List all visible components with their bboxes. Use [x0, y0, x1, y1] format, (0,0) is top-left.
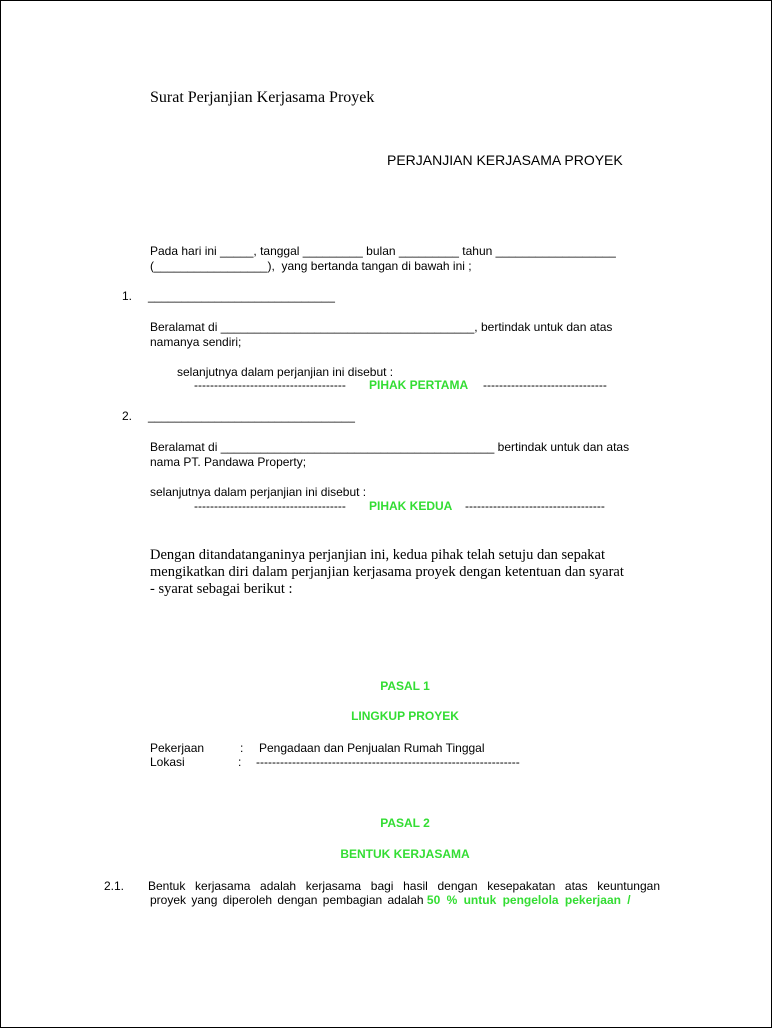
pasal-1-row-2-colon: :	[238, 755, 242, 769]
party-1-name-blank: ____________________________	[148, 289, 335, 303]
agreement-line-1: Dengan ditandatanganinya perjanjian ini, kedua pihak telah setuju dan sepakat	[150, 547, 605, 563]
party-2-referred: selanjutnya dalam perjanjian ini disebut :	[150, 485, 367, 499]
clause-2-1-line-2-highlight: 50 % untuk pengelola pekerjaan /	[426, 893, 631, 907]
pasal-1-row-1-label: Pekerjaan	[150, 741, 205, 755]
party-1-dashes-left: --------------------------------------	[194, 378, 346, 392]
party-1-referred: selanjutnya dalam perjanjian ini disebut :	[177, 365, 394, 379]
party-2-name-blank: _______________________________	[148, 409, 355, 423]
party-1-address-line-1: Beralamat di ______________________________________, bertindak untuk dan atas	[150, 320, 613, 334]
pasal-2-subtitle: BENTUK KERJASAMA	[340, 847, 470, 861]
pasal-1-row-1-colon: :	[240, 741, 244, 755]
clause-2-1-line-2-plain: proyek yang diperoleh dengan pembagian adalah	[150, 893, 424, 907]
pasal-1-row-1-value: Pengadaan dan Penjualan Rumah Tinggal	[259, 741, 485, 755]
party-2-number: 2.	[122, 409, 133, 423]
pasal-1-row-2-value: ------------------------------------------------------------------	[256, 755, 520, 769]
clause-2-1-number: 2.1.	[104, 879, 125, 893]
pasal-1-subtitle: LINGKUP PROYEK	[351, 709, 459, 723]
clause-2-1-line-1: Bentuk kerjasama adalah kerjasama bagi hasil dengan kesepakatan atas keuntungan	[148, 879, 660, 893]
agreement-heading: PERJANJIAN KERJASAMA PROYEK	[387, 152, 623, 168]
clause-2-1-line-2	[150, 893, 660, 908]
pasal-1-row-2-label: Lokasi	[150, 755, 185, 769]
pasal-1-title: PASAL 1	[380, 679, 430, 693]
party-1-dashes-right: -------------------------------	[483, 378, 607, 392]
party-1-address-line-2: namanya sendiri;	[150, 335, 242, 349]
pasal-2-title: PASAL 2	[380, 816, 430, 830]
party-1-label: PIHAK PERTAMA	[369, 378, 469, 392]
intro-line-2: (_________________), yang bertanda tangan di bawah ini ;	[150, 259, 472, 273]
party-2-dashes-left: --------------------------------------	[194, 499, 346, 513]
agreement-line-3: - syarat sebagai berikut :	[150, 581, 293, 597]
intro-line-1: Pada hari ini _____, tanggal _________ bulan _________ tahun __________________	[150, 244, 616, 258]
document-title: Surat Perjanjian Kerjasama Proyek	[150, 89, 375, 106]
party-2-address-line-2: nama PT. Pandawa Property;	[150, 455, 307, 469]
party-1-number: 1.	[122, 289, 133, 303]
party-2-label: PIHAK KEDUA	[369, 499, 453, 513]
agreement-line-2: mengikatkan diri dalam perjanjian kerjasama proyek dengan ketentuan dan syarat	[150, 564, 624, 580]
party-2-dashes-right: -----------------------------------	[465, 499, 605, 513]
party-2-address-line-1: Beralamat di _________________________________________ bertindak untuk dan atas	[150, 440, 630, 454]
